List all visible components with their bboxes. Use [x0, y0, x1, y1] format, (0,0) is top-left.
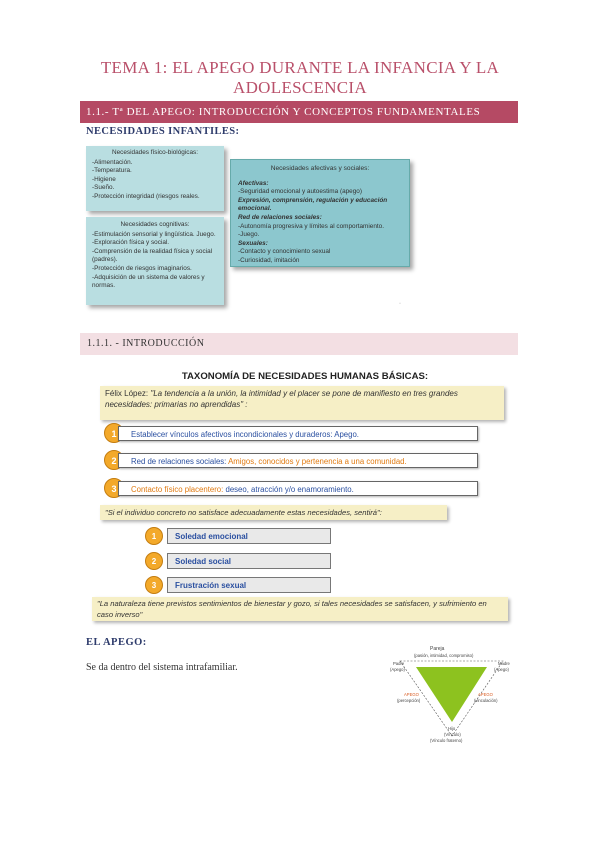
- list-item: -Estimulación sensorial y lingüística. Juego.: [92, 230, 216, 238]
- affective-needs-title: Necesidades afectivas y sociales:: [270, 165, 370, 172]
- consequence-item-1: Soledad emocional: [167, 528, 331, 544]
- diagram-apego-left: APEGO: [404, 692, 419, 697]
- diagram-bottom-label: Hijo: [448, 726, 456, 731]
- diagram-apego-right-sub: (vinculación): [474, 698, 498, 703]
- physical-needs-box: [86, 146, 224, 211]
- list-item: -Autonomía progresiva y límites al comportamiento.: [238, 222, 384, 230]
- taxonomy-title: TAXONOMÍA DE NECESIDADES HUMANAS BÁSICAS:: [181, 371, 429, 382]
- closing-quote: "La naturaleza tiene previstos sentimientos de bienestar y gozo, si tales necesidades se satisfacen, y sufrimiento en caso inverso": [92, 597, 508, 621]
- consequence-item-3: Frustración sexual: [167, 577, 331, 593]
- need-number-2: 2: [104, 450, 124, 470]
- section-bar: 1.1.- Tª DEL APEGO: INTRODUCCIÓN Y CONCEPTOS FUNDAMENTALES: [80, 101, 518, 123]
- list-item: -Higiene: [92, 175, 116, 183]
- need-number-3: 3: [104, 478, 124, 498]
- affective-subheading: Afectivas:: [238, 179, 269, 187]
- list-item: -Alimentación.: [92, 158, 133, 166]
- list-item: -Curiosidad, imitación: [238, 256, 300, 264]
- list-item: -Juego.: [238, 231, 260, 239]
- page-title: TEMA 1: EL APEGO DURANTE LA INFANCIA Y LA ADOLESCENCIA: [100, 58, 500, 97]
- need-number-1: 1: [104, 423, 124, 443]
- apego-text: Se da dentro del sistema intrafamiliar.: [86, 662, 238, 673]
- list-item: -Contacto y conocimiento sexual: [238, 248, 331, 256]
- affective-needs-box: [230, 159, 410, 267]
- intro-bar: 1.1.1. - INTRODUCCIÓN: [80, 333, 518, 355]
- list-item: -Protección integridad (riesgos reales.: [92, 192, 200, 200]
- apego-heading: EL APEGO:: [86, 637, 147, 648]
- list-item: -Temperatura.: [92, 167, 132, 175]
- family-triangle-diagram: [370, 646, 520, 750]
- need-text: Amigos, conocidos y pertenencia a una comunidad.: [228, 457, 407, 466]
- diagram-top-sub: (pasión, intimidad, compromiso): [414, 653, 474, 658]
- need-item-3: [118, 481, 478, 496]
- affective-subheading: Sexuales:: [238, 239, 268, 247]
- list-item: -Sueño.: [92, 184, 115, 192]
- diagram-right-label: Madre: [498, 661, 510, 666]
- need-label: Red de relaciones sociales:: [131, 457, 229, 466]
- cognitive-needs-title: Necesidades cognitivas:: [120, 221, 190, 228]
- diagram-right-sub: (Apego): [494, 667, 509, 672]
- list-item: -Seguridad emocional y autoestima (apego): [238, 188, 362, 196]
- diagram-apego-right: APEGO: [478, 692, 493, 697]
- list-item: -Exploración física y social.: [92, 239, 170, 247]
- physical-needs-title: Necesidades físico-biológicas:: [112, 149, 198, 156]
- consequence-number-3: 3: [145, 576, 163, 594]
- quote-text: "La tendencia a la unión, la intimidad y el placer se pone de manifiesto en tres grandes necesidades: primarias no aprendidas" :: [105, 389, 458, 409]
- affective-subheading: Red de relaciones sociales:: [238, 213, 322, 221]
- consequence-number-2: 2: [145, 552, 163, 570]
- list-item: -Adquisición de un sistema de valores y normas.: [92, 273, 205, 290]
- need-item-1: Establecer vínculos afectivos incondicionales y duraderos: Apego.: [118, 426, 478, 441]
- diagram-left-label: Padre: [393, 661, 405, 666]
- question-quote: "Si el individuo concreto no satisface adecuadamente estas necesidades, sentirá":: [100, 505, 447, 520]
- affective-subheading: Expresión, comprensión, regulación y educación emocional.: [238, 196, 388, 213]
- list-item: -Protección de riesgos imaginarios.: [92, 264, 192, 272]
- page-mark: ·: [399, 301, 401, 307]
- need-label: Contacto físico placentero:: [131, 485, 226, 494]
- triangle-fill: [416, 667, 487, 722]
- diagram-bottom-sub: (Vínculo): [444, 732, 461, 737]
- diagram-top-label: Pareja: [430, 646, 445, 652]
- quote-author: Félix López:: [105, 389, 149, 398]
- diagram-left-sub: (Apego): [390, 667, 405, 672]
- need-text: deseo, atracción y/o enamoramiento.: [225, 485, 354, 494]
- diagram-apego-left-sub: (percepción): [397, 698, 421, 703]
- lopez-quote: [100, 386, 504, 420]
- consequence-number-1: 1: [145, 527, 163, 545]
- list-item: -Comprensión de la realidad física y social (padres).: [92, 247, 213, 264]
- needs-heading: NECESIDADES INFANTILES:: [86, 126, 240, 137]
- cognitive-needs-box: [86, 217, 224, 305]
- diagram-bottom-sub2: (Vínculo fraterno): [430, 738, 463, 743]
- consequence-item-2: Soledad social: [167, 553, 331, 569]
- need-item-2: [118, 453, 478, 468]
